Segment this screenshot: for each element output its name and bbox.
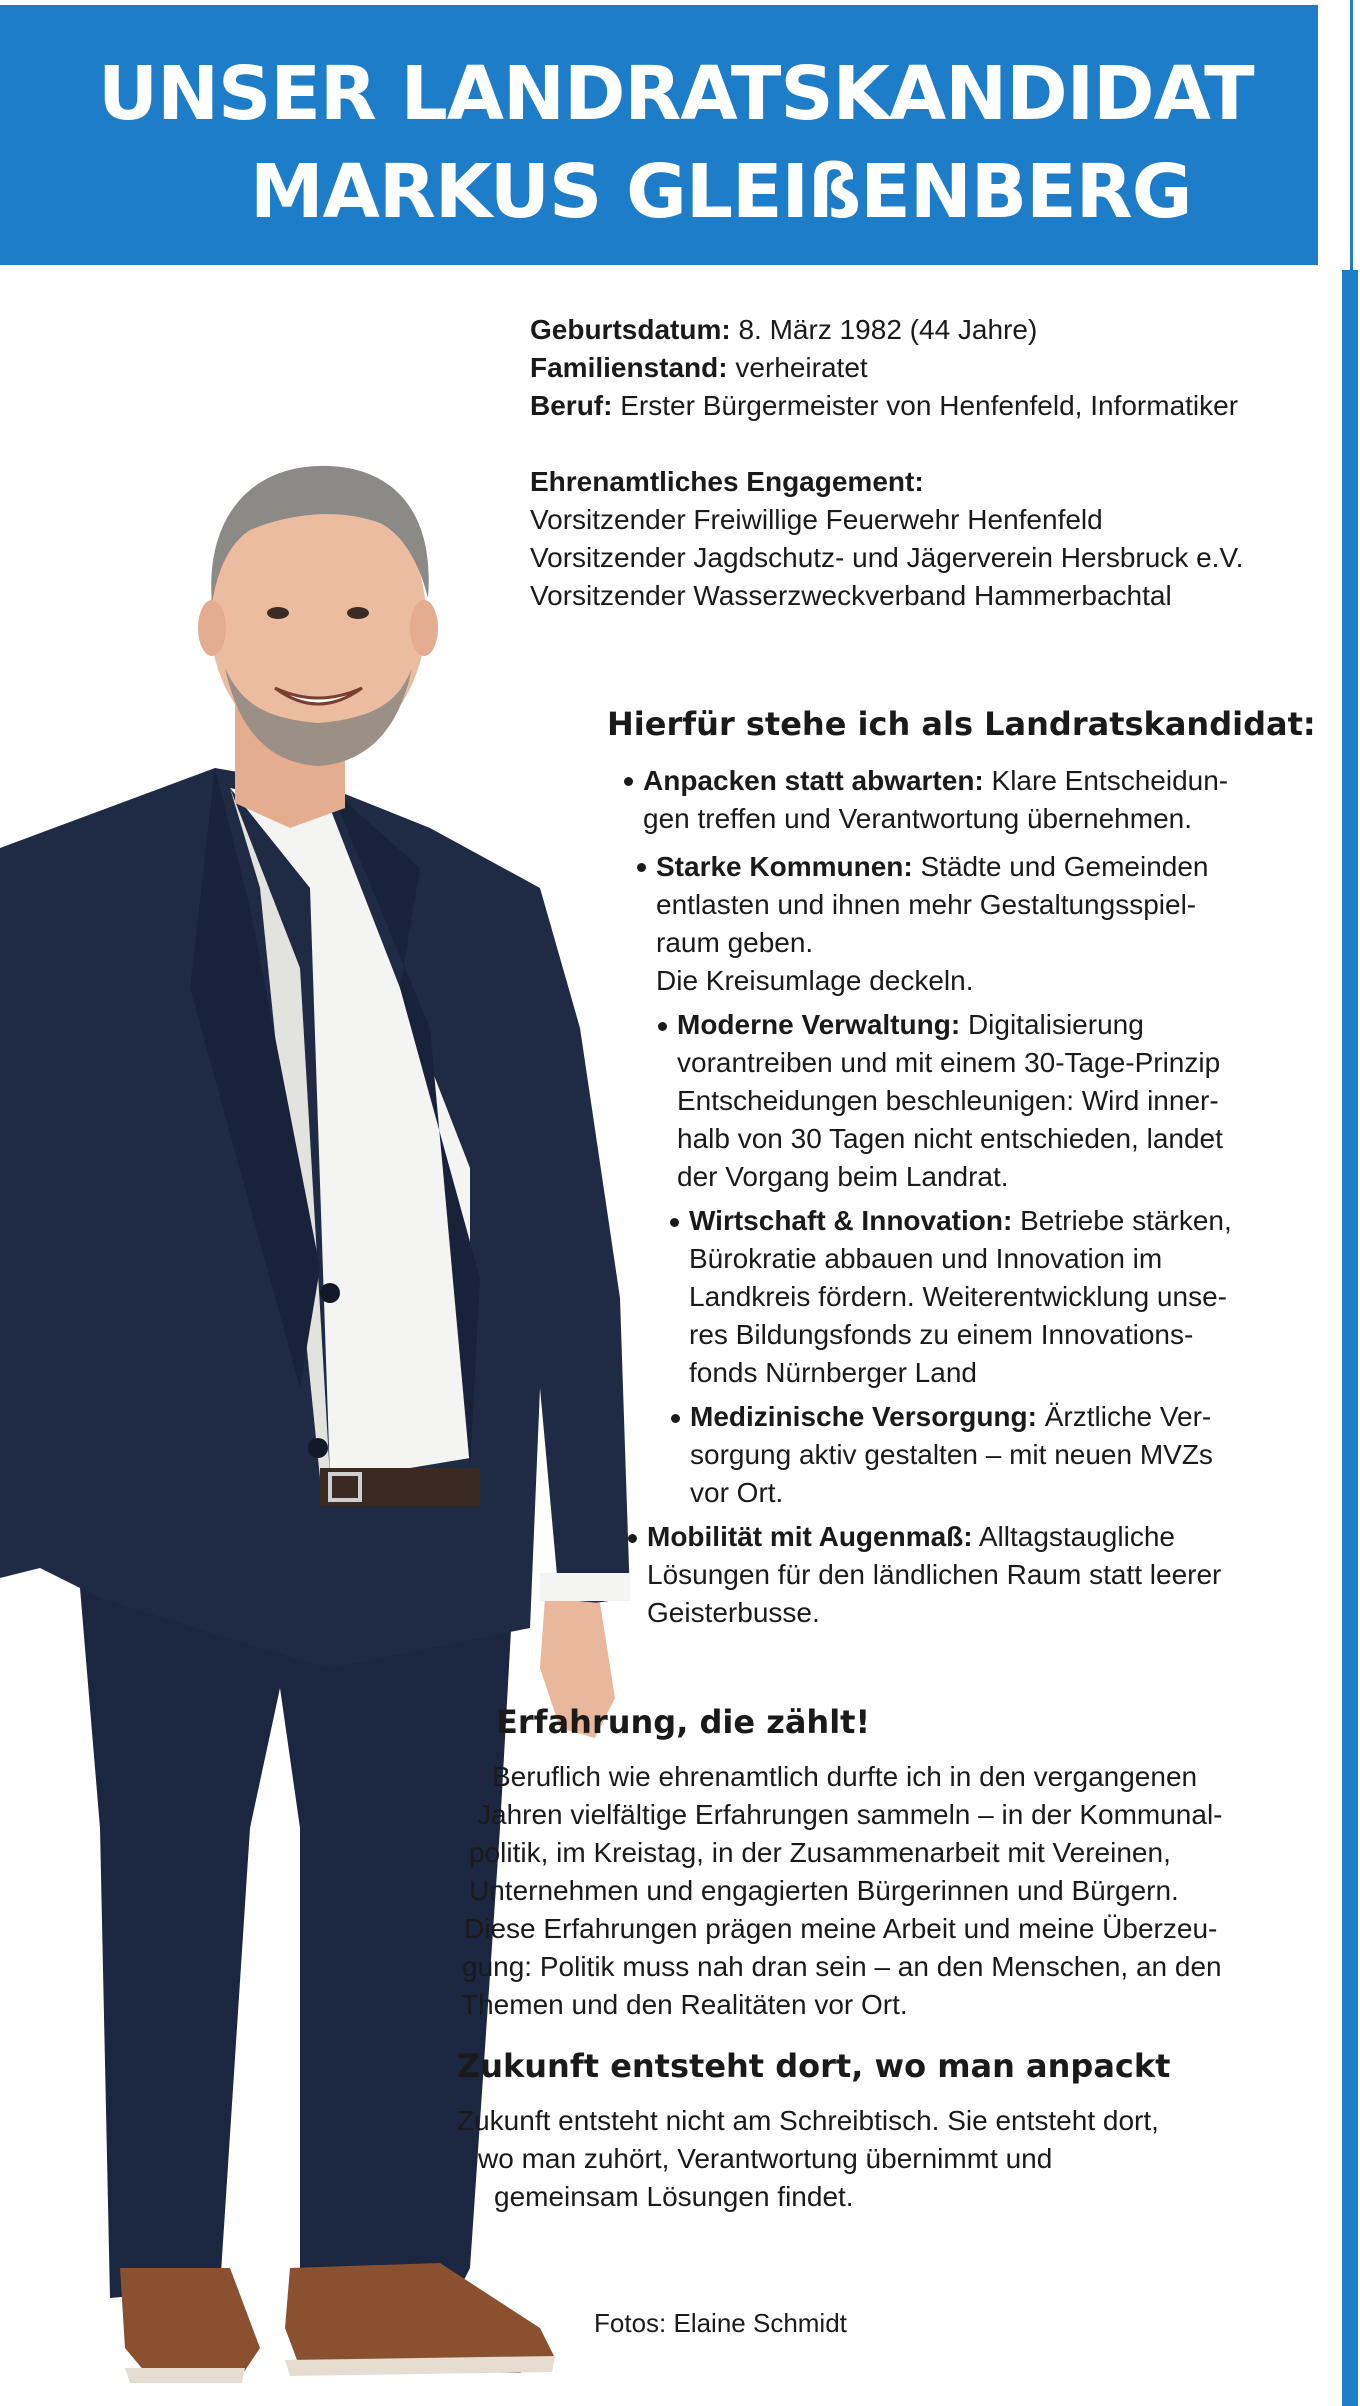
experience-line: politik, im Kreistag, in der Zusammenarbeit mit Vereinen, <box>469 1837 1171 1868</box>
position-label: Moderne Verwaltung: <box>677 1009 961 1040</box>
experience-line: Diese Erfahrungen prägen meine Arbeit und meine Überzeu- <box>464 1913 1218 1944</box>
birth-row <box>530 311 1037 349</box>
positions-heading: Hierfür stehe ich als Landratskandidat: <box>607 705 1316 743</box>
position-item: Wirtschaft & Innovation: Betriebe stärken, Bürokratie abbauen und Innovation im Landkreis fördern. Weiterentwicklung unse- res Bildungsfonds zu einem Innovations- fonds Nürnberger Land <box>689 1205 1232 1388</box>
experience-line: gung: Politik muss nah dran sein – an den Menschen, an den <box>462 1951 1222 1982</box>
experience-line: Jahren vielfältige Erfahrungen sammeln – in der Kommunal- <box>477 1799 1223 1830</box>
photo-credit: Fotos: Elaine Schmidt <box>594 2308 847 2338</box>
position-label: Anpacken statt abwarten: <box>643 765 984 796</box>
birth-value: 8. März 1982 (44 Jahre) <box>738 314 1038 345</box>
bullet-icon <box>658 1022 667 1031</box>
family-row <box>530 349 868 387</box>
edge-stripe <box>1342 270 1358 2406</box>
experience-heading: Erfahrung, die zählt! <box>496 1703 871 1741</box>
position-item: Starke Kommunen: Städte und Gemeinden entlasten und ihnen mehr Gestaltungsspiel- raum geben. Die Kreisumlage deckeln. <box>656 851 1209 996</box>
header-banner <box>0 5 1318 265</box>
position-item: Anpacken statt abwarten: Klare Entscheidun- gen treffen und Verantwortung übernehmen. <box>643 765 1229 834</box>
position-item: Mobilität mit Augenmaß: Alltagstaugliche Lösungen für den ländlichen Raum statt leerer Geisterbusse. <box>647 1521 1222 1628</box>
position-item: Medizinische Versorgung: Ärztliche Ver- sorgung aktiv gestalten – mit neuen MVZs vor Ort. <box>690 1401 1213 1508</box>
experience-line: Themen und den Realitäten vor Ort. <box>461 1989 908 2020</box>
future-line: Zukunft entsteht nicht am Schreibtisch. Sie entsteht dort, <box>457 2105 1159 2136</box>
family-value: verheiratet <box>735 352 868 383</box>
volunteer-list <box>530 501 1243 615</box>
volunteer-item: Vorsitzender Wasserzweckverband Hammerbachtal <box>530 580 1172 611</box>
bullet-icon <box>637 863 646 872</box>
future-line: gemeinsam Lösungen findet. <box>494 2181 854 2212</box>
bullet-icon <box>670 1218 679 1227</box>
volunteer-item: Vorsitzender Freiwillige Feuerwehr Henfenfeld <box>530 504 1103 535</box>
job-row <box>530 387 1238 425</box>
bullet-icon <box>628 1534 637 1543</box>
volunteer-heading: Ehrenamtliches Engagement: <box>530 466 924 497</box>
bullet-icon <box>624 777 633 786</box>
experience-line: Unternehmen und engagierten Bürgerinnen und Bürgern. <box>469 1875 1179 1906</box>
volunteer-item: Vorsitzender Jagdschutz- und Jägerverein Hersbruck e.V. <box>530 542 1244 573</box>
family-label: Familienstand: <box>530 352 728 383</box>
job-label: Beruf: <box>530 390 613 421</box>
edge-stripe-top <box>1350 0 1353 270</box>
position-label: Medizinische Versorgung: <box>690 1401 1037 1432</box>
position-label: Wirtschaft & Innovation: <box>689 1205 1013 1236</box>
job-value: Erster Bürgermeister von Henfenfeld, Informatiker <box>620 390 1239 421</box>
future-heading: Zukunft entsteht dort, wo man anpackt <box>457 2047 1171 2085</box>
position-label: Mobilität mit Augenmaß: <box>647 1521 973 1552</box>
birth-label: Geburtsdatum: <box>530 314 731 345</box>
bullet-icon <box>671 1414 680 1423</box>
header-title-line-2: MARKUS GLEIßENBERG <box>250 149 1192 235</box>
future-line: wo man zuhört, Verantwortung übernimmt und <box>478 2143 1053 2174</box>
position-label: Starke Kommunen: <box>656 851 913 882</box>
header-title-line-1: UNSER LANDRATSKANDIDAT <box>98 51 1254 137</box>
experience-line: Beruflich wie ehrenamtlich durfte ich in den vergangenen <box>492 1761 1198 1792</box>
position-item: Moderne Verwaltung: Digitalisierung vorantreiben und mit einem 30-Tage-Prinzip Entscheidungen beschleunigen: Wird inner- halb von 30 Tagen nicht entschieden, landet der Vorgang beim Landrat. <box>677 1009 1223 1192</box>
